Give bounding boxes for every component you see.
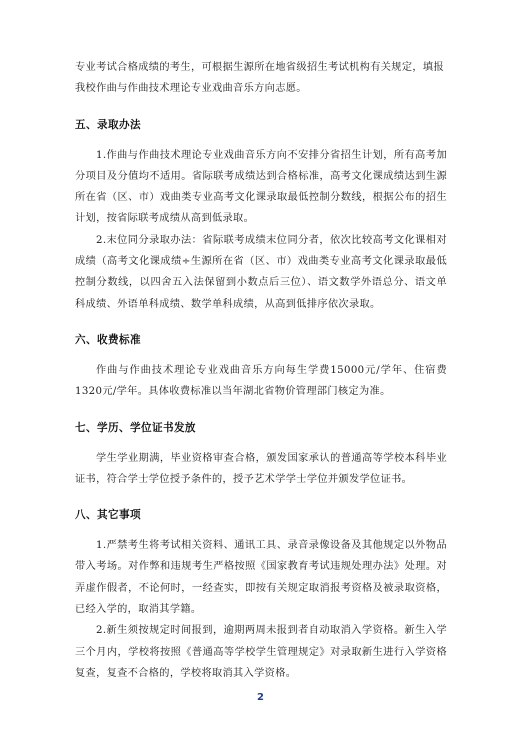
section-admission-method (75, 117, 447, 315)
section-heading-certificates: 七、学历、学位证书发放 (75, 421, 196, 434)
intro-paragraph: 专业考试合格成绩的考生，可根据生源所在地省级招生考试机构有关规定，填报我校作曲与作曲技术理论专业戏曲音乐方向志愿。 (75, 62, 444, 95)
section-fees (75, 332, 447, 403)
section-other-matters (75, 507, 447, 684)
section-heading-fees: 六、收费标准 (75, 333, 141, 346)
section-heading-other-matters: 八、其它事项 (75, 509, 141, 522)
admission-rule-1: 1.作曲与作曲技术理论专业戏曲音乐方向不安排分省招生计划，所有高考加分项目及分值均不适用。省际联考成绩达到合格标准，高考文化课成绩达到生源所在省（区、市）戏曲类专业高考文化课录取最低控制分数线，根据公布的招生计划，按省际联考成绩从高到低录取。 (75, 149, 447, 225)
page-number: 2 (257, 692, 264, 703)
fees-paragraph: 作曲与作曲技术理论专业戏曲音乐方向每生学费15000元/学年、住宿费1320元/学年。具体收费标准以当年湖北省物价管理部门核定为准。 (75, 364, 447, 398)
section-heading-admission-method: 五、录取办法 (75, 118, 141, 131)
other-matters-item-1: 1.严禁考生将考试相关资料、通讯工具、录音录像设备及其他规定以外物品带入考场。对作弊和违规考生严格按照《国家教育考试违规处理办法》处理。对弄虚作假者，不论何时，一经查实，即按有关规定取消报考资格及被录取资格，已经入学的，取消其学籍。 (75, 540, 447, 616)
document-body (75, 57, 447, 684)
admission-rule-2: 2.末位同分录取办法：省际联考成绩末位同分者，依次比较高考文化课相对成绩（高考文化课成绩÷生源所在省（区、市）戏曲类专业高考文化课录取最低控制分数线，以四舍五入法保留到小数点后三位）、语文数学外语总分、语文单科成绩、外语单科成绩、数学单科成绩，从高到低排序依次录取。 (75, 234, 447, 310)
section-certificates (75, 420, 447, 491)
other-matters-item-2: 2.新生须按规定时间报到，逾期两周未报到者自动取消入学资格。新生入学三个月内，学校将按照《普通高等学校学生管理规定》对录取新生进行入学资格复查，复查不合格的，学校将取消其入学资格。 (75, 625, 447, 679)
certificates-paragraph: 学生学业期满，毕业资格审查合格，颁发国家承认的普通高等学校本科毕业证书，符合学士学位授予条件的，授予艺术学学士学位并颁发学位证书。 (75, 452, 447, 485)
